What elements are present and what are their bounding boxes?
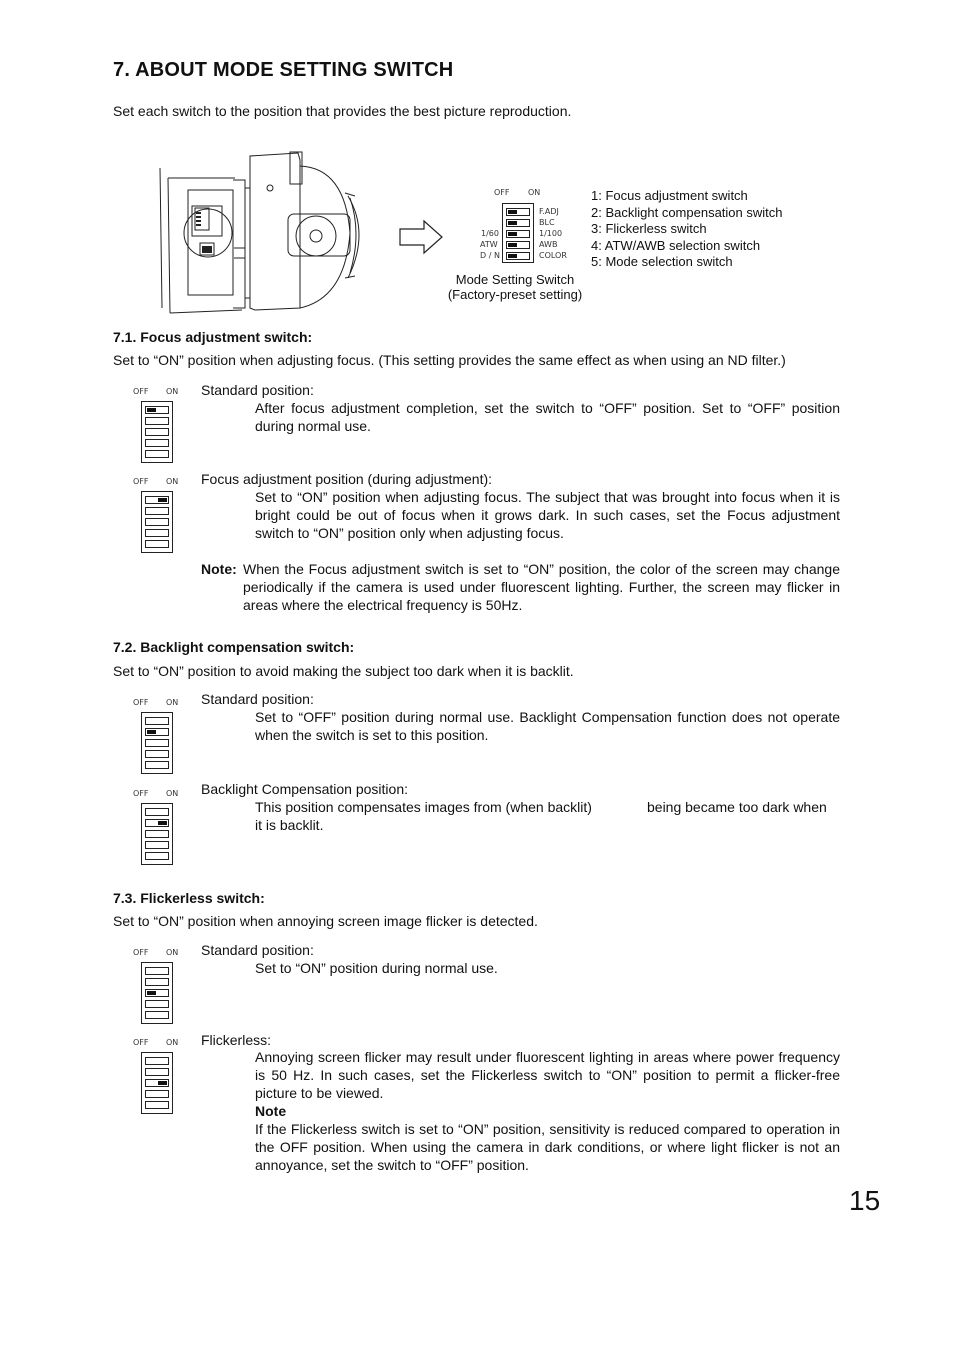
- label-1-100: 1/100: [539, 229, 563, 238]
- switch-slot-2: [506, 219, 530, 227]
- on-label: ON: [166, 948, 179, 957]
- blc-on-title: Backlight Compensation position:: [201, 781, 409, 797]
- dip-switch-blc-on: [141, 803, 173, 865]
- legend-item: 2: Backlight compensation switch: [591, 204, 783, 220]
- label-1-60: 1/60: [481, 229, 499, 238]
- focus-adjust-title: Focus adjustment position (during adjustment):: [201, 471, 493, 487]
- figure-legend: [591, 188, 782, 271]
- label-fadj: F.ADJ: [539, 207, 559, 216]
- blc-standard-body: Set to “OFF” position during normal use. Backlight Compensation function does not operate when the switch is set to this position.: [255, 709, 840, 743]
- blc-on-body-2: being became too dark when: [647, 799, 827, 815]
- focus-note-body: When the Focus adjustment switch is set to “ON” position, the color of the screen may change periodically if the camera is used under fluorescent lighting. Further, the screen may flicker in areas where the electrical frequency is 50Hz.: [243, 561, 840, 613]
- label-color: COLOR: [539, 251, 567, 260]
- dip-switch-focus-standard: [141, 401, 173, 463]
- switch-slot-1: [506, 208, 530, 216]
- legend-item: 1: Focus adjustment switch: [591, 188, 748, 203]
- off-label: OFF: [133, 948, 149, 957]
- figure-off-label: OFF: [494, 188, 510, 197]
- blc-standard-title: Standard position:: [201, 691, 314, 707]
- blc-on-body-3: it is backlit.: [255, 817, 324, 833]
- focus-note-label: Note:: [201, 561, 237, 577]
- figure-on-label: ON: [528, 188, 541, 197]
- legend-item: 3: Flickerless switch: [591, 221, 707, 236]
- section-7-1-heading: 7.1. Focus adjustment switch:: [113, 329, 313, 345]
- focus-adjust-body: Set to “ON” position when adjusting focus. The subject that was brought into focus when it is bright could be out of focus when it grows dark. In such cases, set the Focus adjustment switch to “ON” position only when adjusting focus.: [255, 489, 840, 541]
- off-label: OFF: [133, 698, 149, 707]
- on-label: ON: [166, 477, 179, 486]
- dip-switch-blc-standard: [141, 712, 173, 774]
- section-7-3-text: Set to “ON” position when annoying screen image flicker is detected.: [113, 913, 538, 929]
- label-blc: BLC: [539, 218, 555, 227]
- flicker-standard-body: Set to “ON” position during normal use.: [255, 960, 498, 976]
- legend-item: 5: Mode selection switch: [591, 254, 733, 269]
- figure-caption: [430, 272, 600, 302]
- switch-slot-5: [506, 252, 530, 260]
- switch-knob-4: [508, 243, 517, 247]
- on-label: ON: [166, 698, 179, 707]
- section-7-1-text: Set to “ON” position when adjusting focus. (This setting provides the same effect as when using an ND filter.): [113, 352, 786, 368]
- page-number: 15: [849, 1185, 881, 1216]
- on-label: ON: [166, 387, 179, 396]
- right-arrow-icon: [398, 219, 444, 255]
- switch-knob-5: [508, 254, 517, 258]
- legend-item: 4: ATW/AWB selection switch: [591, 237, 761, 253]
- mode-setting-switch: [502, 203, 534, 263]
- label-awb: AWB: [539, 240, 558, 249]
- switch-knob-2: [508, 221, 517, 225]
- section-7-3-heading: 7.3. Flickerless switch:: [113, 890, 265, 906]
- label-dn: D / N: [480, 251, 500, 260]
- label-atw: ATW: [480, 240, 498, 249]
- flickerless-title: Flickerless:: [201, 1032, 272, 1048]
- on-label: ON: [166, 789, 179, 798]
- off-label: OFF: [133, 387, 149, 396]
- page-title: 7. ABOUT MODE SETTING SWITCH: [113, 59, 454, 81]
- switch-slot-4: [506, 241, 530, 249]
- section-7-2-text: Set to “ON” position to avoid making the subject too dark when it is backlit.: [113, 663, 574, 679]
- off-label: OFF: [133, 477, 149, 486]
- section-7-2-heading: 7.2. Backlight compensation switch:: [113, 639, 355, 655]
- figure-caption-line2: (Factory-preset setting): [447, 287, 583, 302]
- figure-caption-line1: Mode Setting Switch: [455, 272, 575, 287]
- switch-slot-3: [506, 230, 530, 238]
- flicker-standard-title: Standard position:: [201, 942, 314, 958]
- off-label: OFF: [133, 789, 149, 798]
- blc-on-body-1: This position compensates images from (when backlit): [255, 799, 592, 815]
- switch-knob-1: [508, 210, 517, 214]
- camera-illustration: [150, 148, 380, 318]
- on-label: ON: [166, 1038, 179, 1047]
- dip-switch-flicker-standard: [141, 962, 173, 1024]
- flickerless-body: Annoying screen flicker may result under fluorescent lighting in areas where power frequency is 50 Hz. In such cases, set the Flickerless switch to “ON” position to permit a flicker-free picture to be viewed.: [255, 1049, 840, 1101]
- intro-text: Set each switch to the position that provides the best picture reproduction.: [113, 103, 572, 119]
- dip-switch-flickerless: [141, 1052, 173, 1114]
- dip-switch-focus-adjust: [141, 491, 173, 553]
- flickerless-note-label: Note: [255, 1103, 287, 1119]
- flickerless-note-body: If the Flickerless switch is set to “ON” position, sensitivity is reduced compared to operation in the OFF position. When using the camera in dark conditions, or where light flicker is not an annoyance, set the switch to “OFF” position.: [255, 1121, 840, 1173]
- off-label: OFF: [133, 1038, 149, 1047]
- focus-standard-body: After focus adjustment completion, set the switch to “OFF” position. Set to “OFF” position during normal use.: [255, 400, 840, 434]
- focus-standard-title: Standard position:: [201, 382, 314, 398]
- switch-knob-3: [508, 232, 517, 236]
